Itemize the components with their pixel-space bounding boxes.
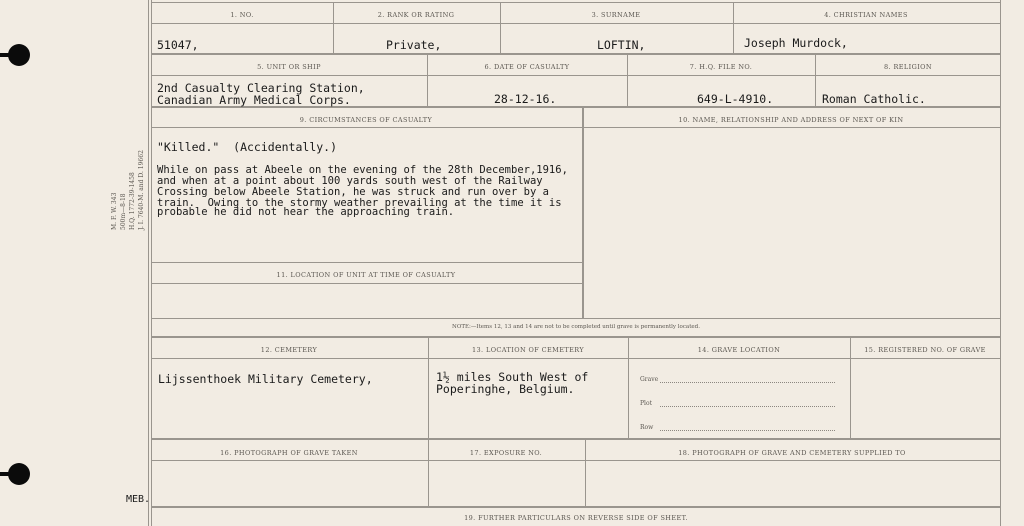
header-photo-taken: 16. PHOTOGRAPH OF GRAVE TAKEN <box>220 449 358 457</box>
circumstances-line-1: While on pass at Abeele on the evening of the 28th December,1916, <box>157 164 568 176</box>
header-cemetery: 12. CEMETERY <box>260 346 318 354</box>
left-border <box>148 0 149 526</box>
clerk-initials: MEB. <box>126 494 151 505</box>
footer-further-particulars: 19. FURTHER PARTICULARS ON REVERSE SIDE OF SHEET. <box>464 514 688 522</box>
header-rank: 2. RANK OR RATING <box>377 11 455 19</box>
circumstances-status: "Killed." (Accidentally.) <box>157 140 338 154</box>
unit-line-2: Canadian Army Medical Corps. <box>157 93 351 107</box>
service-number: 51047, <box>157 38 199 52</box>
header-next-of-kin: 10. NAME, RELATIONSHIP AND ADDRESS OF NEXT OF KIN <box>678 116 904 124</box>
circumstances-line-4: train. Owing to the stormy weather prevailing at the time it is <box>157 197 562 209</box>
header-circumstances: 9. CIRCUMSTANCES OF CASUALTY <box>299 116 433 124</box>
punch-hole-bottom <box>8 463 30 485</box>
header-location-cemetery: 13. LOCATION OF CEMETERY <box>471 346 585 354</box>
grave-field-label: Grave <box>640 376 659 383</box>
header-hq-file: 7. H.Q. FILE NO. <box>689 63 753 71</box>
circumstances-line-3: Crossing below Abeele Station, he was struck and run over by a <box>157 186 549 198</box>
cemetery-value: Lijssenthoek Military Cemetery, <box>158 372 373 386</box>
header-location-unit: 11. LOCATION OF UNIT AT TIME OF CASUALTY <box>276 271 456 279</box>
plot-field-label: Plot <box>640 400 652 407</box>
circumstances-line-5: probable he did not hear the approaching train. <box>157 206 455 218</box>
unit-line-1: 2nd Casualty Clearing Station, <box>157 81 365 95</box>
christian-names-value: Joseph Murdock, <box>744 36 848 50</box>
header-unit: 5. UNIT OR SHIP <box>257 63 321 71</box>
header-registered-no: 15. REGISTERED NO. OF GRAVE <box>864 346 986 354</box>
location-cemetery-line-2: Poperinghe, Belgium. <box>436 382 575 396</box>
circumstances-line-2: and when at a point about 100 yards south west of the Railway <box>157 175 543 187</box>
header-date: 6. DATE OF CASUALTY <box>484 63 570 71</box>
header-surname: 3. SURNAME <box>591 11 641 19</box>
rank-value: Private, <box>386 38 442 52</box>
row-field-label: Row <box>640 424 654 431</box>
religion-value: Roman Catholic. <box>822 92 926 106</box>
left-border-inner <box>151 0 152 526</box>
hq-file-value: 649-L-4910. <box>697 92 774 106</box>
header-photo-supplied: 18. PHOTOGRAPH OF GRAVE AND CEMETERY SUPPLIED TO <box>678 449 906 457</box>
surname-value: LOFTIN, <box>597 38 646 52</box>
side-stamp: M. F. W. 343 500m—8-18 H.Q. 1772-39-1458 J. I. 7640-M. and D. 19662 <box>111 150 145 230</box>
date-value: 28-12-16. <box>494 92 557 106</box>
right-border <box>1000 0 1001 526</box>
punch-hole-top <box>8 44 30 66</box>
header-christian-names: 4. CHRISTIAN NAMES <box>824 11 908 19</box>
header-no: 1. NO. <box>230 11 254 19</box>
note-text: NOTE:—Items 12, 13 and 14 are not to be completed until grave is permanently located. <box>452 324 700 330</box>
header-grave-location: 14. GRAVE LOCATION <box>697 346 781 354</box>
header-religion: 8. RELIGION <box>884 63 932 71</box>
header-exposure: 17. EXPOSURE NO. <box>469 449 543 457</box>
location-cemetery-line-1: 1½ miles South West of <box>436 370 589 384</box>
